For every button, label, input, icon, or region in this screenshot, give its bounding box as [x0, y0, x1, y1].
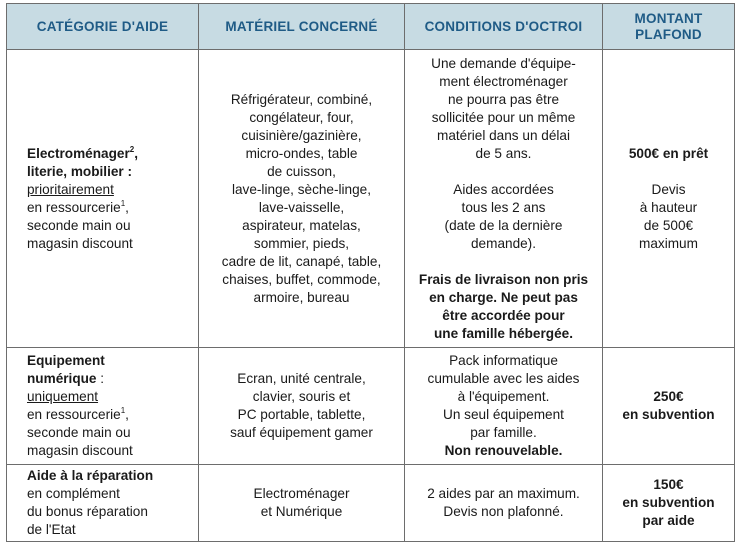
montant-line: en subvention: [622, 407, 715, 422]
conditions-line: Un seul équipement: [443, 407, 564, 422]
materiel-line: cadre de lit, canapé, table,: [221, 253, 382, 269]
montant-line: à hauteur: [639, 199, 698, 215]
conditions-line: de 5 ans.: [475, 145, 532, 161]
conditions-line: à l'équipement.: [457, 389, 550, 404]
conditions-line: Pack informatique: [449, 353, 558, 368]
conditions-line: 2 aides par an maximum.: [427, 486, 580, 501]
category-line4: en ressourcerie$^1$,: [27, 198, 129, 215]
montant-amount: 150€: [653, 477, 684, 492]
montant-cell: [603, 348, 735, 465]
materiel-line: aspirateur, matelas,: [242, 217, 361, 233]
materiel-cell: [199, 465, 405, 542]
conditions-line: ne pourra pas être: [447, 91, 560, 107]
header-conditions: CONDITIONS D'OCTROI: [405, 4, 603, 50]
conditions-note: Frais de livraison non pris: [418, 271, 589, 287]
materiel-line: clavier, souris et: [252, 389, 351, 404]
montant-line: en subvention: [622, 495, 715, 510]
category-cell: [7, 50, 199, 348]
header-montant: [603, 4, 735, 50]
category-title: Electroménager$^2$,: [27, 144, 138, 161]
montant-line: Devis: [651, 181, 686, 197]
category-title: Aide à la réparation: [27, 468, 154, 483]
category-line4: en ressourcerie$^1$,: [27, 406, 129, 422]
category-line2: numérique :: [27, 371, 105, 386]
materiel-line: armoire, bureau: [253, 289, 350, 305]
conditions-line: Devis non plafonné.: [443, 504, 564, 519]
conditions-line: demande).: [471, 235, 536, 251]
category-line6: magasin discount: [27, 443, 133, 458]
header-categorie: CATÉGORIE D'AIDE: [7, 4, 199, 50]
table-row-electromenager: [7, 50, 735, 348]
table-row-reparation: [7, 465, 735, 542]
category-line2: en complément: [27, 486, 120, 501]
conditions-line: sollicitée pour un même: [431, 109, 576, 125]
category-title: Equipement: [27, 353, 105, 368]
category-line4: de l'Etat: [27, 522, 76, 537]
montant-line: maximum: [639, 235, 698, 251]
conditions-note: une famille hébergée.: [433, 325, 573, 341]
materiel-line: sommier, pieds,: [253, 235, 350, 251]
montant-amount: 500€ en prêt: [628, 145, 709, 161]
materiel-cell: [199, 348, 405, 465]
materiel-line: de cuisson,: [267, 163, 336, 179]
category-line6: magasin discount: [27, 235, 133, 251]
materiel-line: congélateur, four,: [249, 109, 354, 125]
materiel-cell: [199, 50, 405, 348]
montant-cell: [603, 50, 735, 348]
materiel-line: Electroménager: [253, 486, 350, 501]
conditions-cell: [405, 50, 603, 348]
conditions-line: par famille.: [470, 425, 537, 440]
category-line5: seconde main ou: [27, 217, 131, 233]
conditions-line: (date de la dernière: [444, 217, 563, 233]
conditions-cell: [405, 348, 603, 465]
table-row-numerique: [7, 348, 735, 465]
conditions-line: ment électroménager: [439, 73, 568, 89]
category-emphasis: uniquement: [27, 389, 99, 404]
conditions-line: Aides accordées: [453, 181, 554, 197]
montant-line: par aide: [642, 513, 695, 528]
aid-table: [6, 3, 735, 542]
materiel-line: lave-vaisselle,: [258, 199, 345, 215]
conditions-line: Une demande d'équipe-: [431, 55, 576, 71]
header-materiel: MATÉRIEL CONCERNÉ: [199, 4, 405, 50]
category-line2: literie, mobilier :: [27, 163, 132, 179]
header-montant-line1: MONTANT: [634, 10, 703, 26]
materiel-line: et Numérique: [260, 504, 343, 519]
montant-line: de 500€: [643, 217, 694, 233]
conditions-note: Non renouvelable.: [444, 443, 563, 458]
category-emphasis: prioritairement: [27, 181, 114, 197]
conditions-line: tous les 2 ans: [461, 199, 546, 215]
conditions-note: en charge. Ne peut pas: [429, 289, 578, 305]
conditions-line: matériel dans un délai: [437, 127, 570, 143]
materiel-line: Réfrigérateur, combiné,: [230, 91, 373, 107]
materiel-line: Ecran, unité centrale,: [237, 371, 366, 386]
conditions-cell: [405, 465, 603, 542]
montant-cell: [603, 465, 735, 542]
category-cell: [7, 348, 199, 465]
materiel-line: PC portable, tablette,: [237, 407, 366, 422]
materiel-line: chaises, buffet, commode,: [222, 271, 381, 287]
category-cell: [7, 465, 199, 542]
materiel-line: cuisinière/gazinière,: [241, 127, 362, 143]
category-line3: du bonus réparation: [27, 504, 148, 519]
materiel-line: sauf équipement gamer: [230, 425, 373, 440]
category-line5: seconde main ou: [27, 425, 131, 440]
conditions-note: être accordée pour: [442, 307, 565, 323]
header-montant-line2: PLAFOND: [635, 26, 702, 42]
conditions-line: cumulable avec les aides: [427, 371, 580, 386]
montant-amount: 250€: [653, 389, 684, 404]
materiel-line: lave-linge, sèche-linge,: [231, 181, 372, 197]
materiel-line: micro-ondes, table: [245, 145, 358, 161]
header-row: [7, 4, 735, 50]
